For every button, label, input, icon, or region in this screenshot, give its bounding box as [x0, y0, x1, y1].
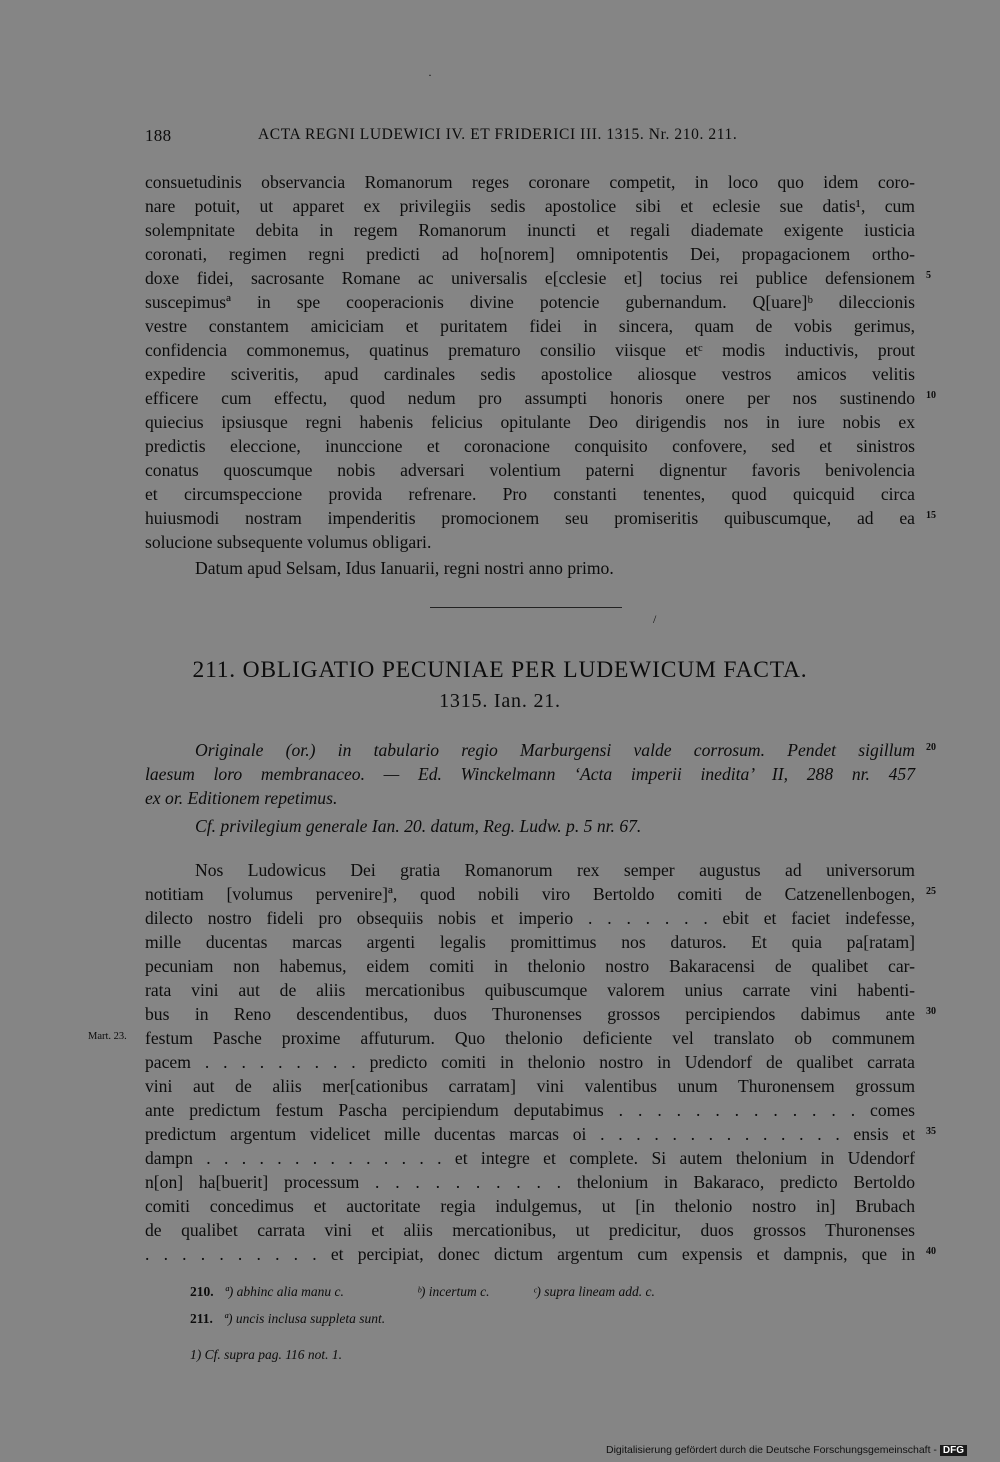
text-line: vestre constantem amiciciam et puritatem fidei in sincera, quam de vobis gerimus, [145, 316, 915, 336]
source-line: ex or. Editionem repetimus. [145, 788, 338, 808]
stray-mark: · [428, 68, 432, 82]
text-line: notitiam [volumus pervenire]ª, quod nobili viro Bertoldo comiti de Catzenellenbogen, [145, 884, 915, 904]
dfg-logo: DFG [940, 1445, 967, 1456]
text-line: n[on] ha[buerit] processum . . . . . . . . . . thelonium in Bakaraco, predicto Bertoldo [145, 1172, 915, 1192]
text-line: coronati, regimen regni predicti ad ho[norem] omnipotentis Dei, propagacionem ortho- [145, 244, 915, 264]
footnote-b: ᵇ) incertum c. [417, 1284, 490, 1299]
datum-line: Datum apud Selsam, Idus Ianuarii, regni nostri anno primo. [195, 558, 614, 578]
text-line: ante predictum festum Pascha percipiendum deputabimus . . . . . . . . . . . . . comes [145, 1100, 915, 1120]
source-line: Originale (or.) in tabulario regio Marburgensi valde corrosum. Pendet sigillum [195, 740, 915, 760]
text-line: dilecto nostro fideli pro obsequiis nobis et imperio . . . . . . . ebit et faciet indefesse, [145, 908, 915, 928]
margin-date-note: Mart. 23. [88, 1031, 127, 1042]
text-line: pacem . . . . . . . . . predicto comiti in thelonio nostro in Udendorf de qualibet carrata [145, 1052, 915, 1072]
text-line: vini aut de aliis mer[cationibus carratam] vini valentibus unum Thuronensem grossum [145, 1076, 915, 1096]
footnote-211 [190, 1311, 385, 1327]
text-line: confidencia commonemus, quatinus prematuro consilio viisque etᶜ modis inductivis, prout [145, 340, 915, 360]
text-line: pecuniam non habemus, eidem comiti in thelonio nostro Bakaracensi de qualibet car- [145, 956, 915, 976]
text-line: festum Pasche proxime affuturum. Quo thelonio deficiente vel translato ob communem [145, 1028, 915, 1048]
digitization-footer [606, 1444, 994, 1460]
text-line: suscepimusª in spe cooperacionis divine potencie gubernandum. Q[uare]ᵇ dileccionis [145, 292, 915, 312]
line-number: 25 [926, 886, 936, 897]
document-title: 211. OBLIGATIO PECUNIAE PER LUDEWICUM FACTA. [192, 657, 808, 683]
line-number: 40 [926, 1246, 936, 1257]
line-number: 30 [926, 1006, 936, 1017]
text-line: conatus quoscumque nobis adversari volentium paterni dignentur favoris benivolencia [145, 460, 915, 480]
text-line: et circumspeccione provida refrenare. Pro constanti tenentes, quod quicquid circa [145, 484, 915, 504]
text-line: bus in Reno descendentibus, duos Thuronenses grossos percipiendos dabimus ante [145, 1004, 915, 1024]
source-line: laesum loro membranaceo. — Ed. Winckelmann ‘Acta imperii inedita’ II, 288 nr. 457 [145, 764, 915, 784]
text-line: expedire sciveritis, apud cardinales sedis apostolice aliosque vestros amicos velitis [145, 364, 915, 384]
footnote-label: 210. [190, 1284, 214, 1299]
text-line: huiusmodi nostram impenderitis promocionem seu promiseritis quibuscumque, ad ea [145, 508, 915, 528]
text-line: Nos Ludowicus Dei gratia Romanorum rex semper augustus ad universorum [195, 860, 915, 880]
footer-text: Digitalisierung gefördert durch die Deutsche Forschungsgemeinschaft - [606, 1444, 937, 1456]
text-line: consuetudinis observancia Romanorum reges coronare competit, in loco quo idem coro- [145, 172, 915, 192]
line-number: 20 [926, 742, 936, 753]
footnote-label: 211. [190, 1311, 213, 1326]
text-line: dampn . . . . . . . . . . . . . . et integre et complete. Si autem thelonium in Udendorf [145, 1148, 915, 1168]
document-date: 1315. Ian. 21. [439, 690, 561, 712]
cf-line: Cf. privilegium generale Ian. 20. datum, Reg. Ludw. p. 5 nr. 67. [195, 816, 642, 836]
footnote-c: ᶜ) supra lineam add. c. [532, 1284, 655, 1299]
page-header [145, 126, 915, 150]
text-line: . . . . . . . . . . et percipiat, donec dictum argentum cum expensis et dampnis, que in [145, 1244, 915, 1264]
text-line: quiecius ipsiusque regni habenis felicius opitulante Deo dirigendis nos in iure nobis ex [145, 412, 915, 432]
text-line: nare potuit, ut apparet ex privilegiis sedis apostolice sibi et eclesie sue datis¹, cum [145, 196, 915, 216]
footnote-210 [190, 1284, 655, 1300]
running-title: ACTA REGNI LUDEWICI IV. ET FRIDERICI III. 1315. Nr. 210. 211. [258, 126, 738, 143]
text-line: solucione subsequente volumus obligari. [145, 532, 432, 552]
line-number: 10 [926, 390, 936, 401]
text-line: predictis eleccione, inunccione et coronacione conquisito confovere, sed et sinistros [145, 436, 915, 456]
text-line: comiti concedimus et auctoritate regia indulgemus, ut [in thelonio nostro in] Brubach [145, 1196, 915, 1216]
text-line: predictum argentum videlicet mille ducentas marcas oi . . . . . . . . . . . . . . ensis et [145, 1124, 915, 1144]
text-line: de qualibet carrata vini et aliis mercationibus, ut predicitur, duos grossos Thuronenses [145, 1220, 915, 1240]
text-line: rata vini aut de aliis mercationibus quibuscumque valorem unius carrate vini habenti- [145, 980, 915, 1000]
line-number: 15 [926, 510, 936, 521]
line-number: 35 [926, 1126, 936, 1137]
text-line: efficere cum effectu, quod nedum pro assumpti honoris onere per nos sustinendo [145, 388, 915, 408]
separator-rule [430, 607, 622, 608]
line-number: 5 [926, 270, 931, 281]
page-number: 188 [145, 126, 172, 145]
text-line: mille ducentas marcas argenti legalis promittimus nos daturos. Et quia pa[ratam] [145, 932, 915, 952]
footnote-a: ª) abhinc alia manu c. [225, 1284, 344, 1299]
text-line: solempnitate debita in regem Romanorum inuncti et regali diademate exigente iusticia [145, 220, 915, 240]
footnote-1: 1) Cf. supra pag. 116 not. 1. [190, 1347, 343, 1362]
footnote-a: ª) uncis inclusa suppleta sunt. [224, 1311, 386, 1326]
stray-mark: / [653, 612, 657, 626]
text-line: doxe fidei, sacrosante Romane ac universalis e[cclesie et] tocius rei publice defensionem [145, 268, 915, 288]
